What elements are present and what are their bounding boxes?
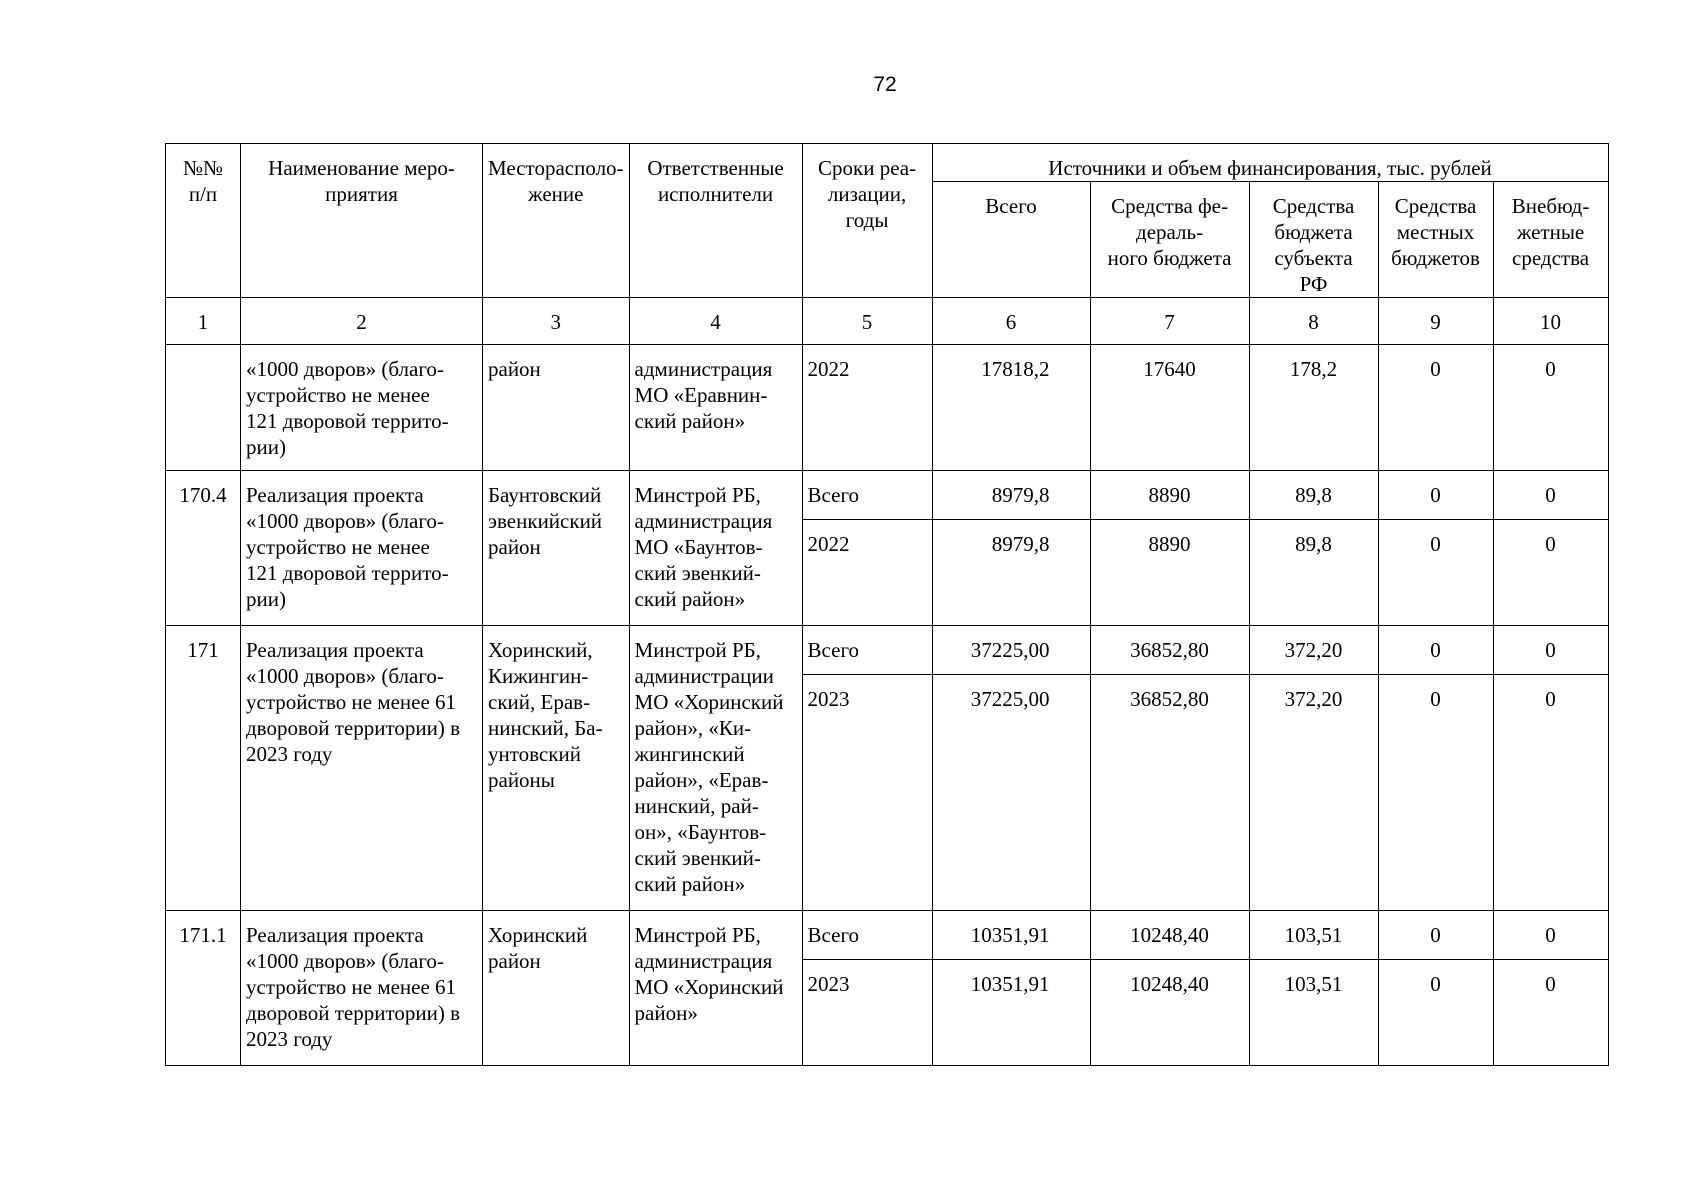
- column-number: 1: [166, 298, 241, 345]
- header-local-text: Средства местных бюджетов: [1391, 194, 1480, 270]
- header-local: [1378, 182, 1493, 298]
- header-total: [932, 182, 1090, 298]
- cell-period: 2023: [802, 960, 932, 1066]
- header-num: [166, 144, 241, 298]
- header-extra-text: Внебюд- жетные средства: [1511, 194, 1590, 270]
- cell-subject: 372,20: [1249, 675, 1378, 911]
- cell-location: Хоринский, Кижингин- ский, Ерав- нинский, Ба- унтовский районы: [483, 626, 630, 911]
- cell-location: Баунтовский эвенкийский район: [483, 471, 630, 626]
- column-number: 5: [802, 298, 932, 345]
- column-number: 10: [1493, 298, 1608, 345]
- header-name-text: Наименование меро- приятия: [268, 156, 455, 206]
- header-num-text: №№ п/п: [182, 156, 224, 206]
- column-number: 6: [932, 298, 1090, 345]
- cell-name: Реализация проекта «1000 дворов» (благо- устройство не менее 121 дворовой террито- рии): [241, 471, 483, 626]
- column-number: 2: [241, 298, 483, 345]
- cell-period: Всего: [802, 626, 932, 675]
- header-subject: [1249, 182, 1378, 298]
- cell-extra: 0: [1493, 471, 1608, 520]
- cell-local: 0: [1378, 520, 1493, 626]
- cell-name: Реализация проекта «1000 дворов» (благо- устройство не менее 61 дворовой территории) в 2023 году: [241, 911, 483, 1066]
- cell-period: Всего: [802, 471, 932, 520]
- table-row: [166, 345, 1609, 471]
- header-executors: [629, 144, 802, 298]
- cell-local: 0: [1378, 471, 1493, 520]
- cell-executors: Минстрой РБ, администрация МО «Хоринский район»: [629, 911, 802, 1066]
- cell-period: Всего: [802, 911, 932, 960]
- header-period-text: Сроки реа- лизации, годы: [818, 156, 917, 232]
- cell-extra: 0: [1493, 960, 1608, 1066]
- cell-extra: 0: [1493, 626, 1608, 675]
- cell-local: 0: [1378, 626, 1493, 675]
- cell-total: 10351,91: [932, 960, 1090, 1066]
- header-location: [483, 144, 630, 298]
- column-number: 7: [1090, 298, 1249, 345]
- cell-extra: 0: [1493, 911, 1608, 960]
- cell-name: Реализация проекта «1000 дворов» (благо- устройство не менее 61 дворовой территории) в 2023 году: [241, 626, 483, 911]
- cell-executors: администрация МО «Еравнин- ский район»: [629, 345, 802, 471]
- cell-extra: 0: [1493, 520, 1608, 626]
- cell-num: 170.4: [166, 471, 241, 626]
- cell-total: 8979,8: [932, 471, 1090, 520]
- cell-num: 171.1: [166, 911, 241, 1066]
- cell-total: 37225,00: [932, 626, 1090, 675]
- header-funding-group-text: Источники и объем финансирования, тыс. рублей: [1048, 156, 1492, 180]
- cell-num: [166, 345, 241, 471]
- table-row: [166, 471, 1609, 520]
- cell-federal: 8890: [1090, 520, 1249, 626]
- cell-local: 0: [1378, 911, 1493, 960]
- header-executors-text: Ответственные исполнители: [647, 156, 784, 206]
- header-period: [802, 144, 932, 298]
- table-row: [166, 626, 1609, 675]
- cell-local: 0: [1378, 345, 1493, 471]
- cell-subject: 89,8: [1249, 471, 1378, 520]
- column-number: 8: [1249, 298, 1378, 345]
- cell-total: 37225,00: [932, 675, 1090, 911]
- cell-location: район: [483, 345, 630, 471]
- cell-federal: 10248,40: [1090, 960, 1249, 1066]
- cell-period: 2023: [802, 675, 932, 911]
- header-federal-text: Средства фе- дераль- ного бюджета: [1107, 194, 1232, 270]
- cell-total: 10351,91: [932, 911, 1090, 960]
- cell-extra: 0: [1493, 675, 1608, 911]
- cell-period: 2022: [802, 345, 932, 471]
- cell-subject: 372,20: [1249, 626, 1378, 675]
- header-name: [241, 144, 483, 298]
- header-federal: [1090, 182, 1249, 298]
- header-funding-group: [932, 144, 1608, 182]
- cell-extra: 0: [1493, 345, 1608, 471]
- cell-federal: 10248,40: [1090, 911, 1249, 960]
- financing-table: [165, 143, 1609, 1066]
- cell-total: 8979,8: [932, 520, 1090, 626]
- cell-subject: 178,2: [1249, 345, 1378, 471]
- cell-federal: 17640: [1090, 345, 1249, 471]
- cell-num: 171: [166, 626, 241, 911]
- cell-name: «1000 дворов» (благо- устройство не менее 121 дворовой террито- рии): [241, 345, 483, 471]
- table-row: [166, 911, 1609, 960]
- header-location-text: Месторасполо- жение: [488, 156, 624, 206]
- cell-executors: Минстрой РБ, администрации МО «Хоринский район», «Ки- жингинский район», «Ерав- нинский, рай- он», «Баунтов- ский эвенкий- ский район»: [629, 626, 802, 911]
- header-subject-text: Средства бюджета субъекта РФ: [1272, 194, 1355, 296]
- cell-local: 0: [1378, 675, 1493, 911]
- cell-location: Хоринский район: [483, 911, 630, 1066]
- column-number: 4: [629, 298, 802, 345]
- cell-subject: 103,51: [1249, 960, 1378, 1066]
- column-number: 3: [483, 298, 630, 345]
- cell-total: 17818,2: [932, 345, 1090, 471]
- column-number: 9: [1378, 298, 1493, 345]
- cell-federal: 36852,80: [1090, 626, 1249, 675]
- header-total-text: Всего: [985, 194, 1037, 218]
- cell-local: 0: [1378, 960, 1493, 1066]
- cell-executors: Минстрой РБ, администрация МО «Баунтов- ский эвенкий- ский район»: [629, 471, 802, 626]
- cell-federal: 8890: [1090, 471, 1249, 520]
- header-extra: [1493, 182, 1608, 298]
- cell-federal: 36852,80: [1090, 675, 1249, 911]
- cell-subject: 103,51: [1249, 911, 1378, 960]
- page-number: 72: [873, 73, 897, 96]
- cell-period: 2022: [802, 520, 932, 626]
- cell-subject: 89,8: [1249, 520, 1378, 626]
